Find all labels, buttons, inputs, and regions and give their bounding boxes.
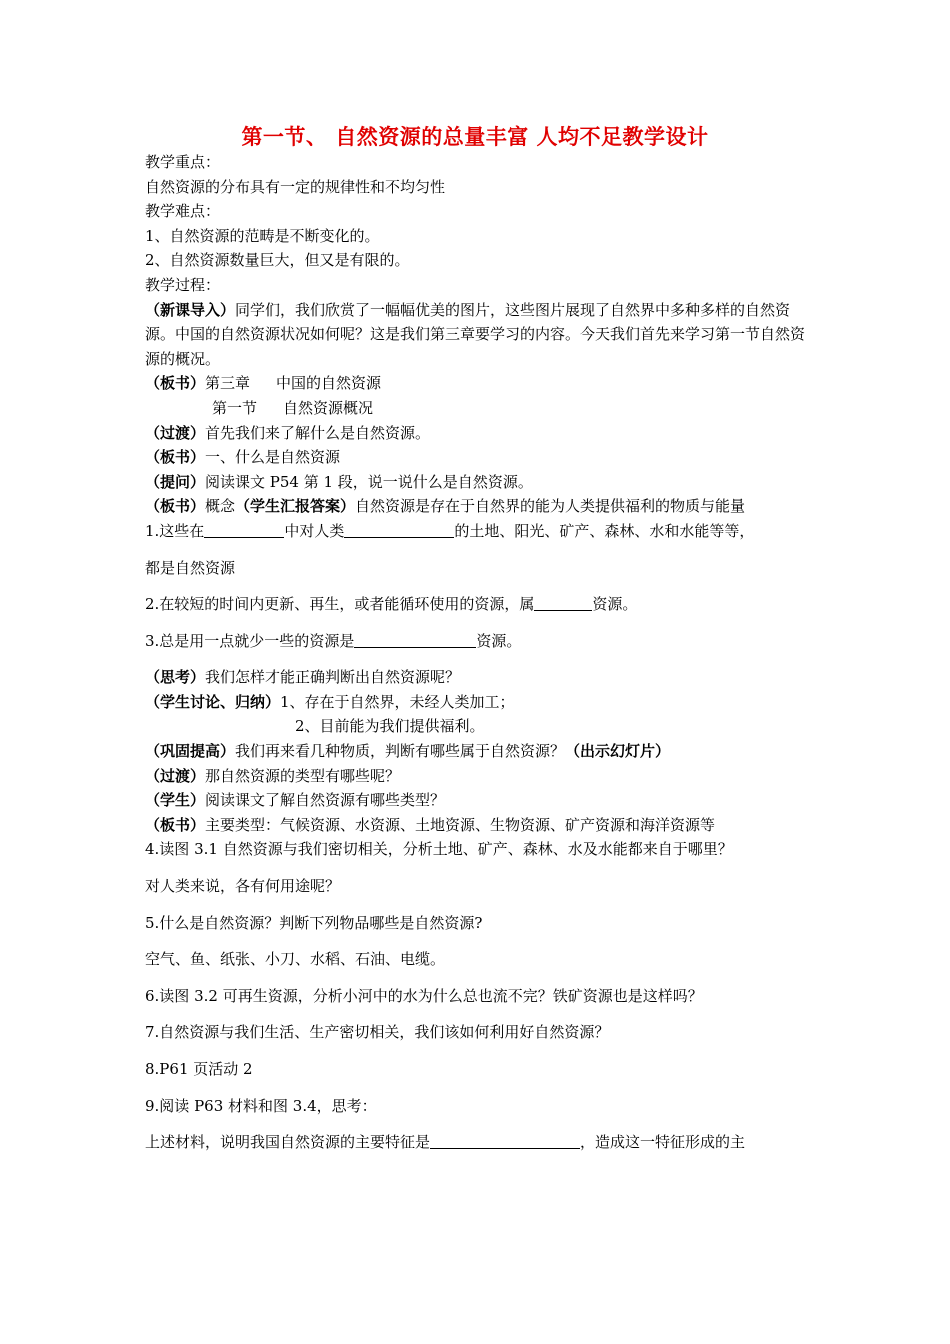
- discuss-line: （学生讨论、归纳）1、存在于自然界，未经人类加工；: [145, 692, 515, 711]
- board-section: 第一节: [212, 398, 258, 417]
- process-label: 教学过程：: [145, 275, 221, 294]
- intro-text: 同学们，我们欣赏了一幅幅优美的图片，这些图片展现了自然界中多种多样的自然资源。中国的自然资源状况如何呢？这是我们第三章要学习的内容。今天我们首先来学习第一节自然资源的概况。: [145, 300, 806, 368]
- board-line: （板书）主要类型：气候资源、水资源、土地资源、生物资源、矿产资源和海洋资源等: [145, 815, 716, 834]
- board-line: （板书）一、什么是自然资源: [145, 448, 341, 467]
- intro-paragraph: [145, 298, 810, 372]
- think-tag: （思考）: [145, 668, 206, 687]
- question-item-9: 9.阅读 P63 材料和图 3.4，思考：: [145, 1096, 377, 1115]
- question-line: （提问）阅读课文 P54 第 1 段，说一说什么是自然资源。: [145, 472, 533, 491]
- board-tag: （板书）: [145, 448, 206, 467]
- question-item-10: 上述材料，说明我国自然资源的主要特征是 ，造成这一特征形成的主: [145, 1133, 746, 1152]
- question-item-4: 4.读图 3.1 自然资源与我们密切相关，分析土地、矿产、森林、水及水能都来自于哪里？: [145, 840, 733, 859]
- question-item-5: 5.什么是自然资源？判断下列物品哪些是自然资源?: [145, 913, 483, 932]
- transition-line: （过渡）那自然资源的类型有哪些呢？: [145, 766, 401, 785]
- question-item-5-cont: 空气、鱼、纸张、小刀、水稻、石油、电缆。: [145, 950, 446, 969]
- question-item-3: 3.总是用一点就少一些的资源是 资源。: [145, 631, 522, 650]
- discuss-line: 2、目前能为我们提供福利。: [295, 717, 485, 736]
- key-points-label: 教学重点：: [145, 153, 221, 171]
- difficulty-item: 2、自然资源数量巨大，但又是有限的。: [145, 251, 410, 270]
- answer-blank[interactable]: [430, 1132, 580, 1149]
- transition-line: （过渡）首先我们来了解什么是自然资源。: [145, 423, 431, 442]
- board-section-title: 自然资源概况: [283, 398, 374, 417]
- think-line: （思考）我们怎样才能正确判断出自然资源呢？: [145, 668, 461, 687]
- difficulty-item: 1、自然资源的范畴是不断变化的。: [145, 226, 380, 245]
- difficulties-label: 教学难点：: [145, 202, 221, 221]
- transition-tag: （过渡）: [145, 766, 206, 785]
- board-chapter: 第三章: [205, 374, 251, 393]
- student-line: （学生）阅读课文了解自然资源有哪些类型？: [145, 791, 446, 810]
- intro-tag: （新课导入）: [145, 300, 236, 319]
- board-tag: （板书）: [145, 497, 206, 516]
- consolidate-tag: （巩固提高）: [145, 742, 236, 761]
- question-item-8: 8.P61 页活动 2: [145, 1060, 253, 1078]
- answer-blank[interactable]: [204, 521, 284, 538]
- answer-blank[interactable]: [344, 521, 454, 538]
- answer-blank[interactable]: [534, 594, 592, 611]
- document-body: [145, 150, 810, 1155]
- question-item-7: 7.自然资源与我们生活、生产密切相关，我们该如何利用好自然资源？: [145, 1023, 610, 1042]
- board-line: [145, 371, 810, 396]
- answer-blank[interactable]: [354, 631, 476, 648]
- question-item-1: 1.这些在 中对人类 的土地、阳光、矿产、森林、水和水能等等，: [145, 521, 755, 540]
- discuss-tag: （学生讨论、归纳）: [145, 692, 281, 711]
- question-item-2: 2.在较短的时间内更新、再生，或者能循环使用的资源，属 资源。: [145, 595, 638, 614]
- board-tag: （板书）: [145, 374, 206, 393]
- document-title: 第一节、 自然资源的总量丰富 人均不足教学设计: [241, 125, 709, 149]
- transition-tag: （过渡）: [145, 423, 206, 442]
- board-line: [145, 396, 810, 421]
- board-line: （板书）概念（学生汇报答案）自然资源是存在于自然界的能为人类提供福利的物质与能量: [145, 497, 746, 516]
- consolidate-line: （巩固提高）我们再来看几种物质，判断有哪些属于自然资源？（出示幻灯片）: [145, 742, 671, 761]
- board-chapter-title: 中国的自然资源: [276, 374, 382, 393]
- student-tag: （学生）: [145, 791, 206, 810]
- board-tag: （板书）: [145, 815, 206, 834]
- question-item-1-cont: 都是自然资源: [145, 558, 236, 577]
- key-points-text: 自然资源的分布具有一定的规律性和不均匀性: [145, 177, 446, 196]
- question-item-6: 6.读图 3.2 可再生资源，分析小河中的水为什么总也流不完？铁矿资源也是这样吗？: [145, 986, 703, 1005]
- question-tag: （提问）: [145, 472, 206, 491]
- question-item-4-cont: 对人类来说，各有何用途呢？: [145, 877, 341, 896]
